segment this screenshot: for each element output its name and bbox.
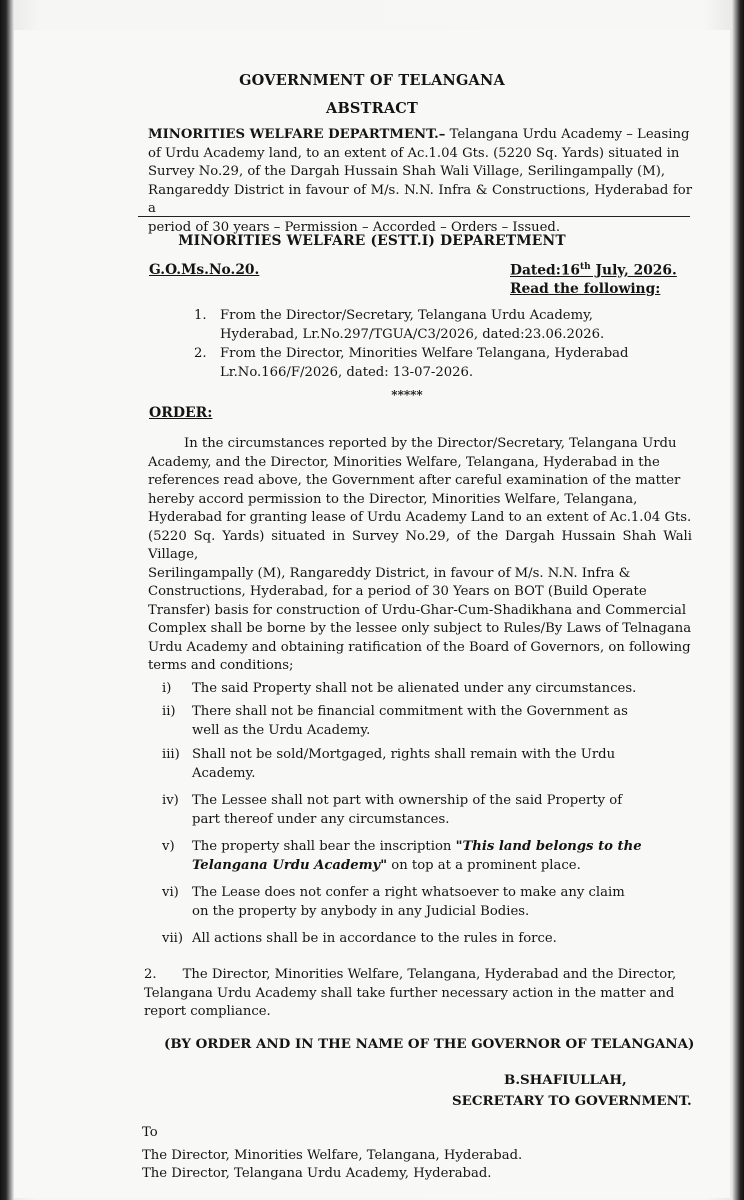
order-paragraph (148, 435, 692, 676)
reference-1-line-1: From the Director/Secretary, Telangana Urdu Academy, (220, 308, 593, 323)
to-block (142, 1124, 642, 1184)
condition-5-pre: The property shall bear the inscription (192, 839, 456, 854)
reference-2-line-2: Lr.No.166/F/2026, dated: 13-07-2026. (220, 364, 474, 380)
order-line-10: Complex shall be borne by the lessee only subject to Rules/By Laws of Telnagana (148, 621, 692, 636)
to-line-2: The Director, Telangana Urdu Academy, Hyderabad. (142, 1166, 492, 1181)
order-heading: ORDER: (149, 405, 213, 421)
section-heading: MINORITIES WELFARE (ESTT.I) DEPARETMENT (178, 233, 566, 249)
dated-label: Dated:16 (510, 262, 580, 279)
condition-1 (162, 680, 672, 699)
order-line-12: terms and conditions; (148, 658, 294, 673)
subject-divider (138, 216, 690, 217)
subject-line-2: of Urdu Academy land, to an extent of Ac.1.04 Gts. (5220 Sq. Yards) situated in (148, 145, 680, 161)
condition-2-line-1: There shall not be financial commitment with the Government as (192, 704, 628, 719)
condition-4 (162, 792, 672, 829)
condition-6 (162, 884, 672, 921)
to-label: To (142, 1125, 158, 1140)
condition-7 (162, 930, 672, 949)
reference-2 (194, 345, 674, 382)
reference-1-num: 1. (194, 308, 207, 323)
condition-3-line-1: Shall not be sold/Mortgaged, rights shall remain with the Urdu (192, 747, 616, 762)
condition-5-quote-2: Telangana Urdu Academy" (192, 857, 388, 873)
condition-2-num: ii) (162, 704, 176, 719)
paragraph-2 (144, 966, 692, 1022)
order-line-5: Hyderabad for granting lease of Urdu Academy Land to an extent of Ac.1.04 Gts. (148, 510, 692, 525)
condition-2-line-2: well as the Urdu Academy. (192, 722, 371, 738)
condition-6-num: vi) (162, 885, 179, 900)
order-line-7: Serilingampally (M), Rangareddy District, in favour of M/s. N.N. Infra & (148, 565, 631, 581)
document-page (14, 30, 730, 1198)
condition-4-line-1: The Lessee shall not part with ownership of the said Property of (192, 793, 623, 808)
condition-2 (162, 703, 672, 740)
dated-line (510, 262, 677, 279)
condition-1-num: i) (162, 681, 172, 696)
condition-4-num: iv) (162, 793, 179, 808)
go-number: G.O.Ms.No.20. (149, 262, 260, 278)
condition-3-line-2: Academy. (192, 765, 256, 781)
read-following: Read the following: (510, 281, 661, 297)
government-title: GOVERNMENT OF TELANGANA (239, 72, 505, 89)
signatory-name: B.SHAFIULLAH, (504, 1072, 627, 1088)
order-line-11: Urdu Academy and obtaining ratification of the Board of Governors, on following (148, 639, 691, 655)
subject-block (148, 126, 692, 237)
department-name: MINORITIES WELFARE DEPARTMENT.– (148, 127, 446, 142)
reference-2-line-1: From the Director, Minorities Welfare Telangana, Hyderabad (220, 346, 629, 361)
abstract-title: ABSTRACT (326, 100, 418, 117)
condition-7-line-1: All actions shall be in accordance to the rules in force. (192, 931, 557, 946)
order-line-4: hereby accord permission to the Director, Minorities Welfare, Telangana, (148, 491, 638, 507)
to-line-1: The Director, Minorities Welfare, Telangana, Hyderabad. (142, 1147, 523, 1163)
reference-1-line-2: Hyderabad, Lr.No.297/TGUA/C3/2026, dated:23.06.2026. (220, 326, 605, 342)
condition-5 (162, 838, 672, 875)
subject-line-4: Rangareddy District in favour of M/s. N.N. Infra & Constructions, Hyderabad for a (148, 182, 692, 216)
paragraph-2-num: 2. (144, 967, 157, 982)
paragraph-2-line-1: The Director, Minorities Welfare, Telangana, Hyderabad and the Director, (182, 967, 677, 982)
order-line-2: Academy, and the Director, Minorities Welfare, Telangana, Hyderabad in the (148, 454, 660, 470)
dated-sup: th (580, 262, 591, 272)
condition-5-post: on top at a prominent place. (387, 857, 581, 873)
signatory-title: SECRETARY TO GOVERNMENT. (452, 1093, 692, 1109)
condition-6-line-1: The Lease does not confer a right whatsoever to make any claim (192, 885, 625, 900)
subject-line-1: Telangana Urdu Academy – Leasing (449, 127, 690, 142)
condition-5-num: v) (162, 839, 175, 854)
order-line-1: In the circumstances reported by the Director/Secretary, Telangana Urdu (184, 436, 677, 451)
condition-3-num: iii) (162, 747, 180, 762)
subject-line-5: period of 30 years – Permission – Accorded – Orders – Issued. (148, 219, 561, 235)
stars-separator: ***** (391, 388, 423, 402)
by-order-line: (BY ORDER AND IN THE NAME OF THE GOVERNOR OF TELANGANA) (164, 1036, 695, 1052)
condition-1-line-1: The said Property shall not be alienated under any circumstances. (192, 681, 637, 696)
reference-2-num: 2. (194, 346, 207, 361)
condition-5-quote-1: "This land belongs to the (455, 839, 642, 854)
condition-3 (162, 746, 672, 783)
dated-rest: July, 2026. (590, 262, 677, 279)
reference-1 (194, 307, 674, 344)
paragraph-2-line-2: Telangana Urdu Academy shall take further necessary action in the matter and (144, 985, 675, 1001)
order-line-6: (5220 Sq. Yards) situated in Survey No.29, of the Dargah Hussain Shah Wali Village, (148, 528, 692, 562)
condition-4-line-2: part thereof under any circumstances. (192, 811, 450, 827)
subject-line-3: Survey No.29, of the Dargah Hussain Shah Wali Village, Serilingampally (M), (148, 164, 666, 179)
paragraph-2-line-3: report compliance. (144, 1004, 271, 1019)
condition-6-line-2: on the property by anybody in any Judicial Bodies. (192, 903, 530, 919)
order-line-9: Transfer) basis for construction of Urdu-Ghar-Cum-Shadikhana and Commercial (148, 602, 687, 618)
order-line-8: Constructions, Hyderabad, for a period of 30 Years on BOT (Build Operate (148, 584, 647, 599)
condition-7-num: vii) (162, 931, 184, 946)
order-line-3: references read above, the Government after careful examination of the matter (148, 473, 681, 488)
